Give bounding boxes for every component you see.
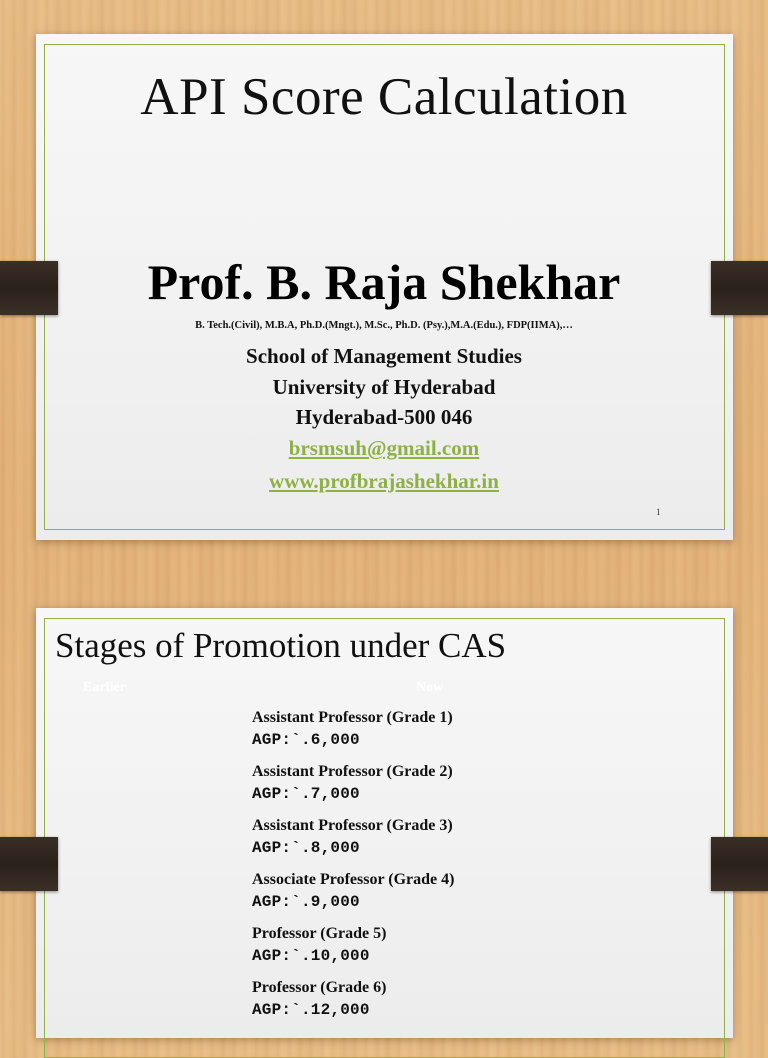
binder-clip-left-top [0,261,58,315]
list-item [252,815,672,869]
author-qualifications: B. Tech.(Civil), M.B.A, Ph.D.(Mngt.), M.Sc., Ph.D. (Psy.),M.A.(Edu.), FDP(IIMA),… [195,320,573,331]
website-link[interactable]: www.profbrajashekhar.in [269,469,499,493]
stage-title: Professor (Grade 5) [252,925,387,942]
stage-title: Professor (Grade 6) [252,979,387,996]
stage-agp: AGP:`.8,000 [252,839,360,857]
binder-clip-right-top [711,261,768,315]
city-address: Hyderabad-500 046 [295,405,473,429]
email-link[interactable]: brsmsuh@gmail.com [288,436,480,460]
stage-agp: AGP:`.9,000 [252,893,360,911]
page-number: 1 [656,507,661,517]
list-item [252,869,672,923]
stage-title: Assistant Professor (Grade 3) [252,817,453,834]
promotion-stages-list [252,707,672,1031]
list-item [252,707,672,761]
stage-title: Assistant Professor (Grade 1) [252,709,453,726]
list-item [252,977,672,1031]
binder-clip-left-bottom [0,837,58,891]
stage-title: Associate Professor (Grade 4) [252,871,455,888]
stage-agp: AGP:`.7,000 [252,785,360,803]
column-header-now: Now [416,680,444,695]
stage-agp: AGP:`.10,000 [252,947,370,965]
stage-agp: AGP:`.12,000 [252,1001,370,1019]
binder-clip-right-bottom [711,837,768,891]
university-name: University of Hyderabad [272,375,496,399]
stage-title: Assistant Professor (Grade 2) [252,763,453,780]
column-header-earlier: Earlier [83,680,126,695]
slide-1-title: API Score Calculation [140,68,628,126]
list-item [252,761,672,815]
slide-2-title: Stages of Promotion under CAS [55,626,507,665]
stage-agp: AGP:`.6,000 [252,731,360,749]
author-name: Prof. B. Raja Shekhar [147,254,621,310]
list-item [252,923,672,977]
school-name: School of Management Studies [246,344,522,368]
